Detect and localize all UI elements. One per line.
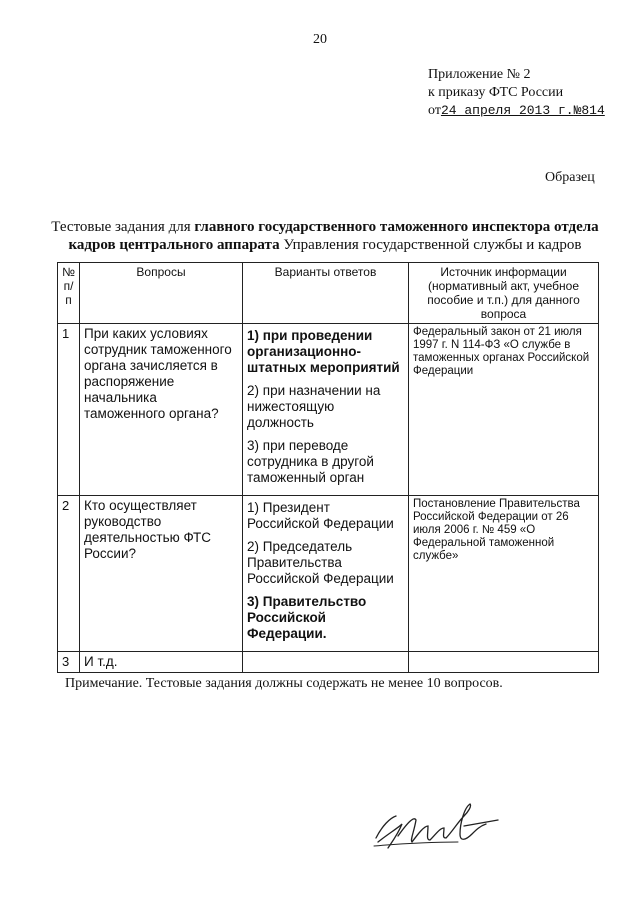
title-part-1: Тестовые задания для: [51, 219, 195, 235]
source-cell: [409, 652, 599, 673]
answer-option: 2) при назначении на нижестоящую должность: [247, 383, 381, 430]
page-number: 20: [313, 32, 327, 47]
header-num: № п/п: [58, 263, 80, 324]
order-number: №814: [573, 103, 605, 118]
appendix-line-2: к приказу ФТС России: [428, 85, 564, 100]
question-cell: Кто осуществляет руководство деятельностью ФТС России?: [80, 496, 243, 652]
note: Примечание. Тестовые задания должны содержать не менее 10 вопросов.: [65, 676, 503, 691]
signature: [368, 776, 508, 866]
answer-option: 3) Правительство Российской Федерации.: [247, 594, 367, 641]
source-cell: Постановление Правительства Российской Федерации от 26 июля 2006 г. № 459 «О Федеральной таможенной службе»: [409, 496, 599, 652]
header-questions: Вопросы: [80, 263, 243, 324]
answers-cell: [243, 652, 409, 673]
table-row: [58, 652, 599, 673]
title-part-2: главного государственного таможенного инспектора отдела кадров центрального аппарата: [68, 219, 599, 253]
test-tasks-table: [57, 262, 599, 673]
appendix-line-1: Приложение № 2: [428, 67, 531, 82]
answer-option: 1) Президент Российской Федерации: [247, 500, 394, 531]
title-part-3: Управления государственной службы и кадров: [279, 237, 582, 253]
question-cell: При каких условиях сотрудник таможенного органа зачисляется в распоряжение начальника таможенного органа?: [80, 324, 243, 496]
order-date-prefix: от: [428, 103, 441, 118]
row-num: 1: [58, 324, 80, 496]
question-cell: И т.д.: [80, 652, 243, 673]
table-row: [58, 496, 599, 652]
answers-cell: [243, 496, 409, 652]
header-answers: Варианты ответов: [243, 263, 409, 324]
answer-option: 1) при проведении организационно-штатных мероприятий: [247, 328, 400, 375]
appendix-line-3: [428, 102, 605, 120]
source-cell: Федеральный закон от 21 июля 1997 г. N 114-ФЗ «О службе в таможенных органах Российской Федерации: [409, 324, 599, 496]
answer-option: 3) при переводе сотрудника в другой таможенный орган: [247, 438, 374, 485]
appendix-header: [428, 66, 605, 120]
order-date: 24 апреля 2013 г.: [440, 103, 574, 118]
table-header-row: [58, 263, 599, 324]
row-num: 3: [58, 652, 80, 673]
table-row: [58, 324, 599, 496]
answer-option: 2) Председатель Правительства Российской Федерации: [247, 539, 394, 586]
header-source: Источник информации (нормативный акт, учебное пособие и т.п.) для данного вопроса: [409, 263, 599, 324]
answers-cell: [243, 324, 409, 496]
document-title: [40, 218, 610, 254]
sample-label: Образец: [545, 170, 595, 185]
row-num: 2: [58, 496, 80, 652]
